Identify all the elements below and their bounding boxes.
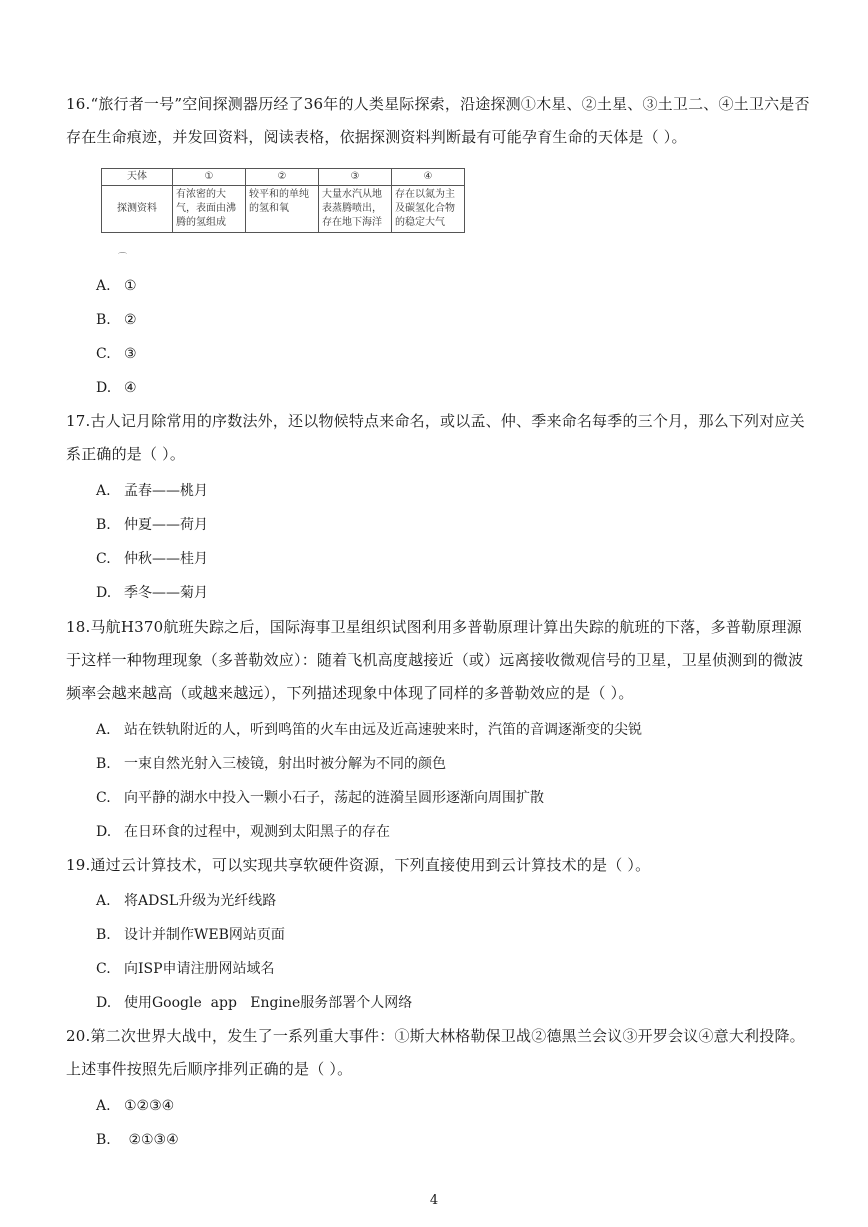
q18-option-b[interactable]	[96, 754, 446, 774]
option-text: 使用Google app Engine服务部署个人网络	[124, 995, 413, 1011]
scan-mark: ⌒	[118, 253, 128, 263]
table-header-1: ①	[173, 169, 246, 186]
option-letter: D.	[96, 995, 112, 1011]
question-18-stem: 18.马航H370航班失踪之后，国际海事卫星组织试图利用多普勒原理计算出失踪的航班的下落，多普勒原理源于这样一种物理现象（多普勒效应）：随着飞机高度越接近（或）远离接收微观信号的卫星，卫星侦测到的微波频率会越来越高（或越来越远），下列描述现象中体现了同样的多普勒效应的是（ ）。	[66, 618, 804, 702]
option-text: 将ADSL升级为光纤线路	[124, 893, 277, 909]
option-letter: B.	[96, 756, 111, 772]
q18-option-c[interactable]	[96, 788, 544, 808]
q17-option-b[interactable]	[96, 515, 208, 535]
q18-option-a[interactable]	[96, 720, 642, 740]
table-cell-1: 有浓密的大气，表面由沸腾的氢组成	[173, 186, 246, 233]
option-text: 设计并制作WEB网站页面	[124, 927, 285, 943]
option-letter: C.	[96, 346, 111, 362]
option-text: 向ISP申请注册网站域名	[124, 961, 275, 977]
option-text: 站在铁轨附近的人，听到鸣笛的火车由远及近高速驶来时，汽笛的音调逐渐变的尖锐	[124, 722, 642, 738]
q16-option-c[interactable]	[96, 344, 137, 364]
option-text: ③	[124, 346, 137, 362]
question-16-stem: 16.“旅行者一号”空间探测器历经了36年的人类星际探索，沿途探测①木星、②土星、③土卫二、④土卫六是否存在生命痕迹，并发回资料，阅读表格，依据探测资料判断最有可能孕育生命的天体是（ ）。	[66, 95, 810, 146]
q17-option-a[interactable]	[96, 481, 208, 501]
option-letter: C.	[96, 790, 111, 806]
option-letter: A.	[96, 1098, 111, 1114]
q16-option-b[interactable]	[96, 310, 137, 330]
option-letter: A.	[96, 483, 111, 499]
table-header-body: 天体	[102, 169, 173, 186]
option-text: ①②③④	[124, 1098, 175, 1114]
option-text: 仲夏——荷月	[124, 517, 208, 533]
option-text: 仲秋——桂月	[124, 551, 208, 567]
q17-option-d[interactable]	[96, 583, 208, 603]
option-text: ②	[124, 312, 137, 328]
option-letter: B.	[96, 1132, 111, 1148]
page-number: 4	[429, 1193, 439, 1208]
q19-option-c[interactable]	[96, 959, 275, 979]
option-letter: A.	[96, 893, 111, 909]
table-cell-4: 存在以氮为主及碳氢化合物的稳定大气	[392, 186, 465, 233]
q16-option-a[interactable]	[96, 276, 137, 296]
option-letter: B.	[96, 312, 111, 328]
q18-option-d[interactable]	[96, 822, 390, 842]
option-letter: A.	[96, 722, 111, 738]
option-text: 孟春——桃月	[124, 483, 208, 499]
option-text: 一束自然光射入三棱镜，射出时被分解为不同的颜色	[124, 756, 446, 772]
option-text: 在日环食的过程中，观测到太阳黑子的存在	[124, 824, 390, 840]
q20-option-a[interactable]	[96, 1096, 174, 1116]
option-letter: C.	[96, 551, 111, 567]
option-letter: C.	[96, 961, 111, 977]
table-header-3: ③	[319, 169, 392, 186]
option-letter: A.	[96, 278, 111, 294]
q16-option-d[interactable]	[96, 378, 137, 398]
option-letter: B.	[96, 927, 111, 943]
option-letter: D.	[96, 824, 112, 840]
table-cell-2: 较平和的单纯的氢和氧	[246, 186, 319, 233]
question-17-stem: 17.古人记月除常用的序数法外，还以物候特点来命名，或以孟、仲、季来命名每季的三个月，那么下列对应关系正确的是（ ）。	[66, 412, 805, 463]
option-text: ②①③④	[124, 1132, 179, 1148]
q19-option-d[interactable]	[96, 993, 412, 1013]
q19-option-a[interactable]	[96, 891, 276, 911]
probe-data-table	[101, 168, 465, 233]
q17-option-c[interactable]	[96, 549, 208, 569]
table-row-label: 探测资料	[102, 186, 173, 233]
option-text: ①	[124, 278, 137, 294]
option-text: 季冬——菊月	[124, 585, 208, 601]
option-letter: D.	[96, 380, 112, 396]
question-19-stem: 19.通过云计算技术，可以实现共享软硬件资源，下列直接使用到云计算技术的是（ ）。	[66, 856, 651, 874]
option-letter: B.	[96, 517, 111, 533]
q19-option-b[interactable]	[96, 925, 285, 945]
question-20-stem: 20.第二次世界大战中，发生了一系列重大事件：①斯大林格勒保卫战②德黑兰会议③开罗会议④意大利投降。上述事件按照先后顺序排列正确的是（ ）。	[66, 1027, 805, 1078]
table-header-2: ②	[246, 169, 319, 186]
q20-option-b[interactable]	[96, 1130, 179, 1150]
table-cell-3: 大量水汽从地表蒸腾喷出，存在地下海洋	[319, 186, 392, 233]
option-text: 向平静的湖水中投入一颗小石子，荡起的涟漪呈圆形逐渐向周围扩散	[124, 790, 544, 806]
option-letter: D.	[96, 585, 112, 601]
table-header-4: ④	[392, 169, 465, 186]
option-text: ④	[124, 380, 137, 396]
